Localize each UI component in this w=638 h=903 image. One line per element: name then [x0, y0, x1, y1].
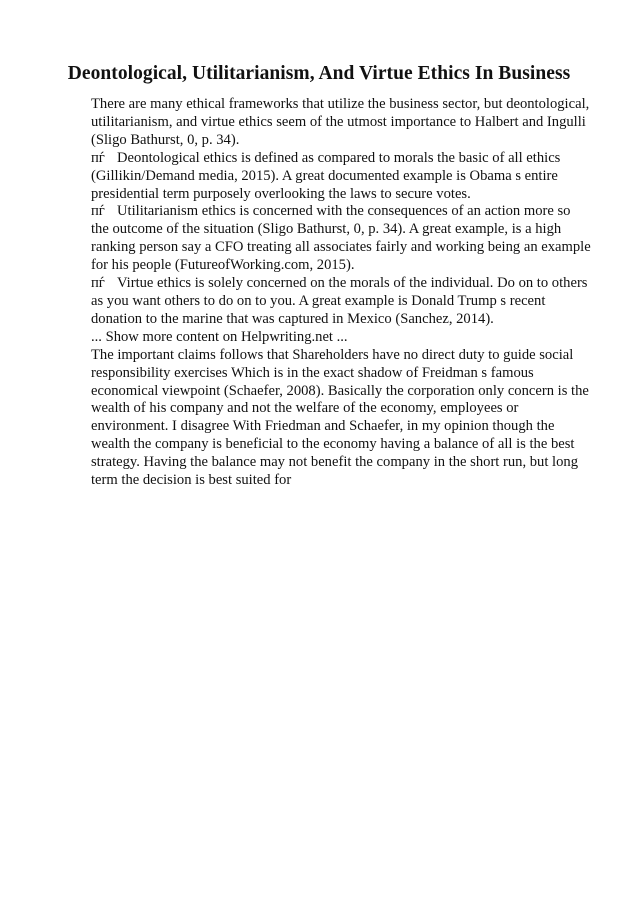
bullet-line [91, 203, 611, 221]
body-line: economical viewpoint (Schaefer, 2008). Basically the corporation only concern is the [91, 382, 589, 399]
bullet-marker: пѓ [91, 149, 105, 166]
body-line: utilitarianism, and virtue ethics seem of the utmost importance to Halbert and Ingulli [91, 113, 586, 130]
body-line: strategy. Having the balance may not benefit the company in the short run, but long [91, 454, 579, 471]
body-line: responsibility exercises Which is in the exact shadow of Freidman s famous [91, 364, 534, 381]
body-line: term the decision is best suited for [91, 472, 292, 489]
bullet-text: Utilitarianism ethics is concerned with the consequences of an action more so [117, 203, 571, 220]
document-title: Deontological, Utilitarianism, And Virtue Ethics In Business [67, 63, 571, 84]
body-line: wealth of his company and not the welfare of the economy, employees or [91, 400, 519, 417]
body-line: presidential term purposely overlooking the laws to secure votes. [91, 185, 471, 202]
bullet-line [91, 275, 611, 293]
bullet-marker: пѓ [91, 275, 105, 292]
bullet-line [91, 150, 611, 168]
show-more-line: ... Show more content on Helpwriting.net ... [91, 328, 348, 345]
bullet-text: Deontological ethics is defined as compared to morals the basic of all ethics [117, 149, 561, 166]
document-body [91, 96, 611, 490]
body-line: the outcome of the situation (Sligo Bathurst, 0, p. 34). A great example, is a high [91, 221, 562, 238]
bullet-text: Virtue ethics is solely concerned on the morals of the individual. Do on to others [117, 275, 588, 292]
body-line: for his people (FutureofWorking.com, 2015). [91, 257, 355, 274]
body-line: (Gillikin/Demand media, 2015). A great documented example is Obama s entire [91, 167, 558, 184]
body-line: The important claims follows that Shareholders have no direct duty to guide social [91, 346, 574, 363]
body-line: ranking person say a CFO treating all associates fairly and working being an example [91, 239, 591, 256]
body-line: wealth the company is beneficial to the economy having a balance of all is the best [91, 436, 575, 453]
bullet-marker: пѓ [91, 203, 105, 220]
body-line: as you want others to do on to you. A great example is Donald Trump s recent [91, 292, 546, 309]
body-line: environment. I disagree With Friedman and Schaefer, in my opinion though the [91, 418, 555, 435]
body-line: (Sligo Bathurst, 0, p. 34). [91, 131, 240, 148]
body-line: donation to the marine that was captured in Mexico (Sanchez, 2014). [91, 310, 494, 327]
body-line: There are many ethical frameworks that utilize the business sector, but deontological, [91, 96, 590, 112]
